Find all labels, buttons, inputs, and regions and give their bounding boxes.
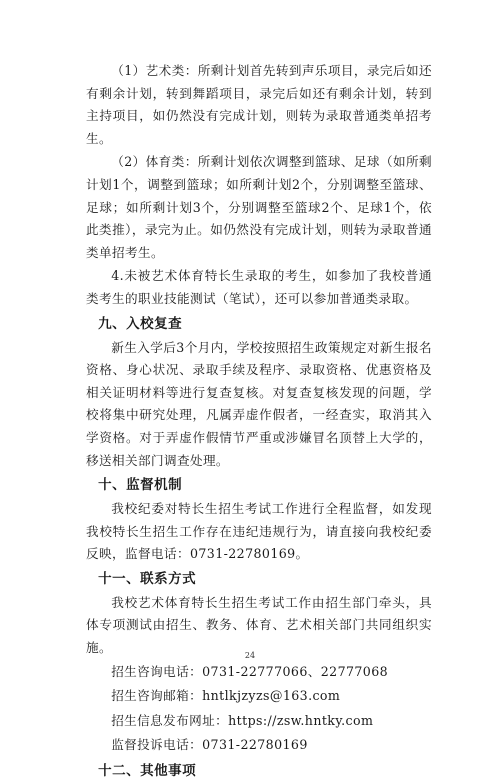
section-9-body: 新生入学后3个月内，学校按照招生政策规定对新生报名资格、身心状况、录取手续及程序、录取资格、优惠资格及相关证明材料等进行复查复核。对复查复核发现的问题，学校将集中研究处理，凡属弄虚作假者，一经查实，取消其入学资格。对于弄虚作假情节严重或涉嫌冒名顶替上大学的，移送相关部门调查处理。: [86, 339, 432, 468]
page-number: 24: [244, 651, 256, 660]
section-11-heading: 十一、联系方式: [98, 570, 197, 587]
page-content: [86, 60, 432, 784]
sports-category-paragraph: （2）体育类：所剩计划依次调整到篮球、足球（如所剩计划1个，调整到篮球；如所剩计划2个，分别调整至篮球、足球；如所剩计划3个，分别调整至篮球2个、足球1个，依此类推），录完为止。如仍然没有完成计划，则转为录取普通类单招考生。: [86, 154, 432, 260]
admissions-email: 招生咨询邮箱：hntlkjzyzs@163.com: [111, 688, 341, 704]
art-category-paragraph: （1）艺术类：所剩计划首先转到声乐项目，录完后如还有剩余计划，转到舞蹈项目，录完后如还有剩余计划，转到主持项目，如仍然没有完成计划，则转为录取普通类单招考生。: [86, 63, 432, 146]
complaint-phone: 监督投诉电话：0731-22780169: [111, 737, 308, 753]
item-4-paragraph: 4.未被艺术体育特长生录取的考生，如参加了我校普通类考生的职业技能测试（笔试），还可以参加普通类录取。: [86, 268, 432, 306]
section-12-heading: 十二、其他事项: [98, 763, 197, 780]
section-11-body: 我校艺术体育特长生招生考试工作由招生部门牵头，具体专项测试由招生、教务、体育、艺术相关部门共同组织实施。: [86, 594, 432, 656]
section-9-heading: 九、入校复查: [98, 315, 183, 332]
admissions-website: 招生信息发布网址：https://zsw.hntky.com: [111, 712, 374, 728]
section-10-heading: 十、监督机制: [98, 477, 183, 494]
admissions-phone: 招生咨询电话：0731-22777066、22777068: [111, 663, 389, 679]
section-10-body: 我校纪委对特长生招生考试工作进行全程监督，如发现我校特长生招生工作存在违纪违规行为，请直接向我校纪委反映，监督电话：0731-22780169。: [86, 501, 432, 562]
